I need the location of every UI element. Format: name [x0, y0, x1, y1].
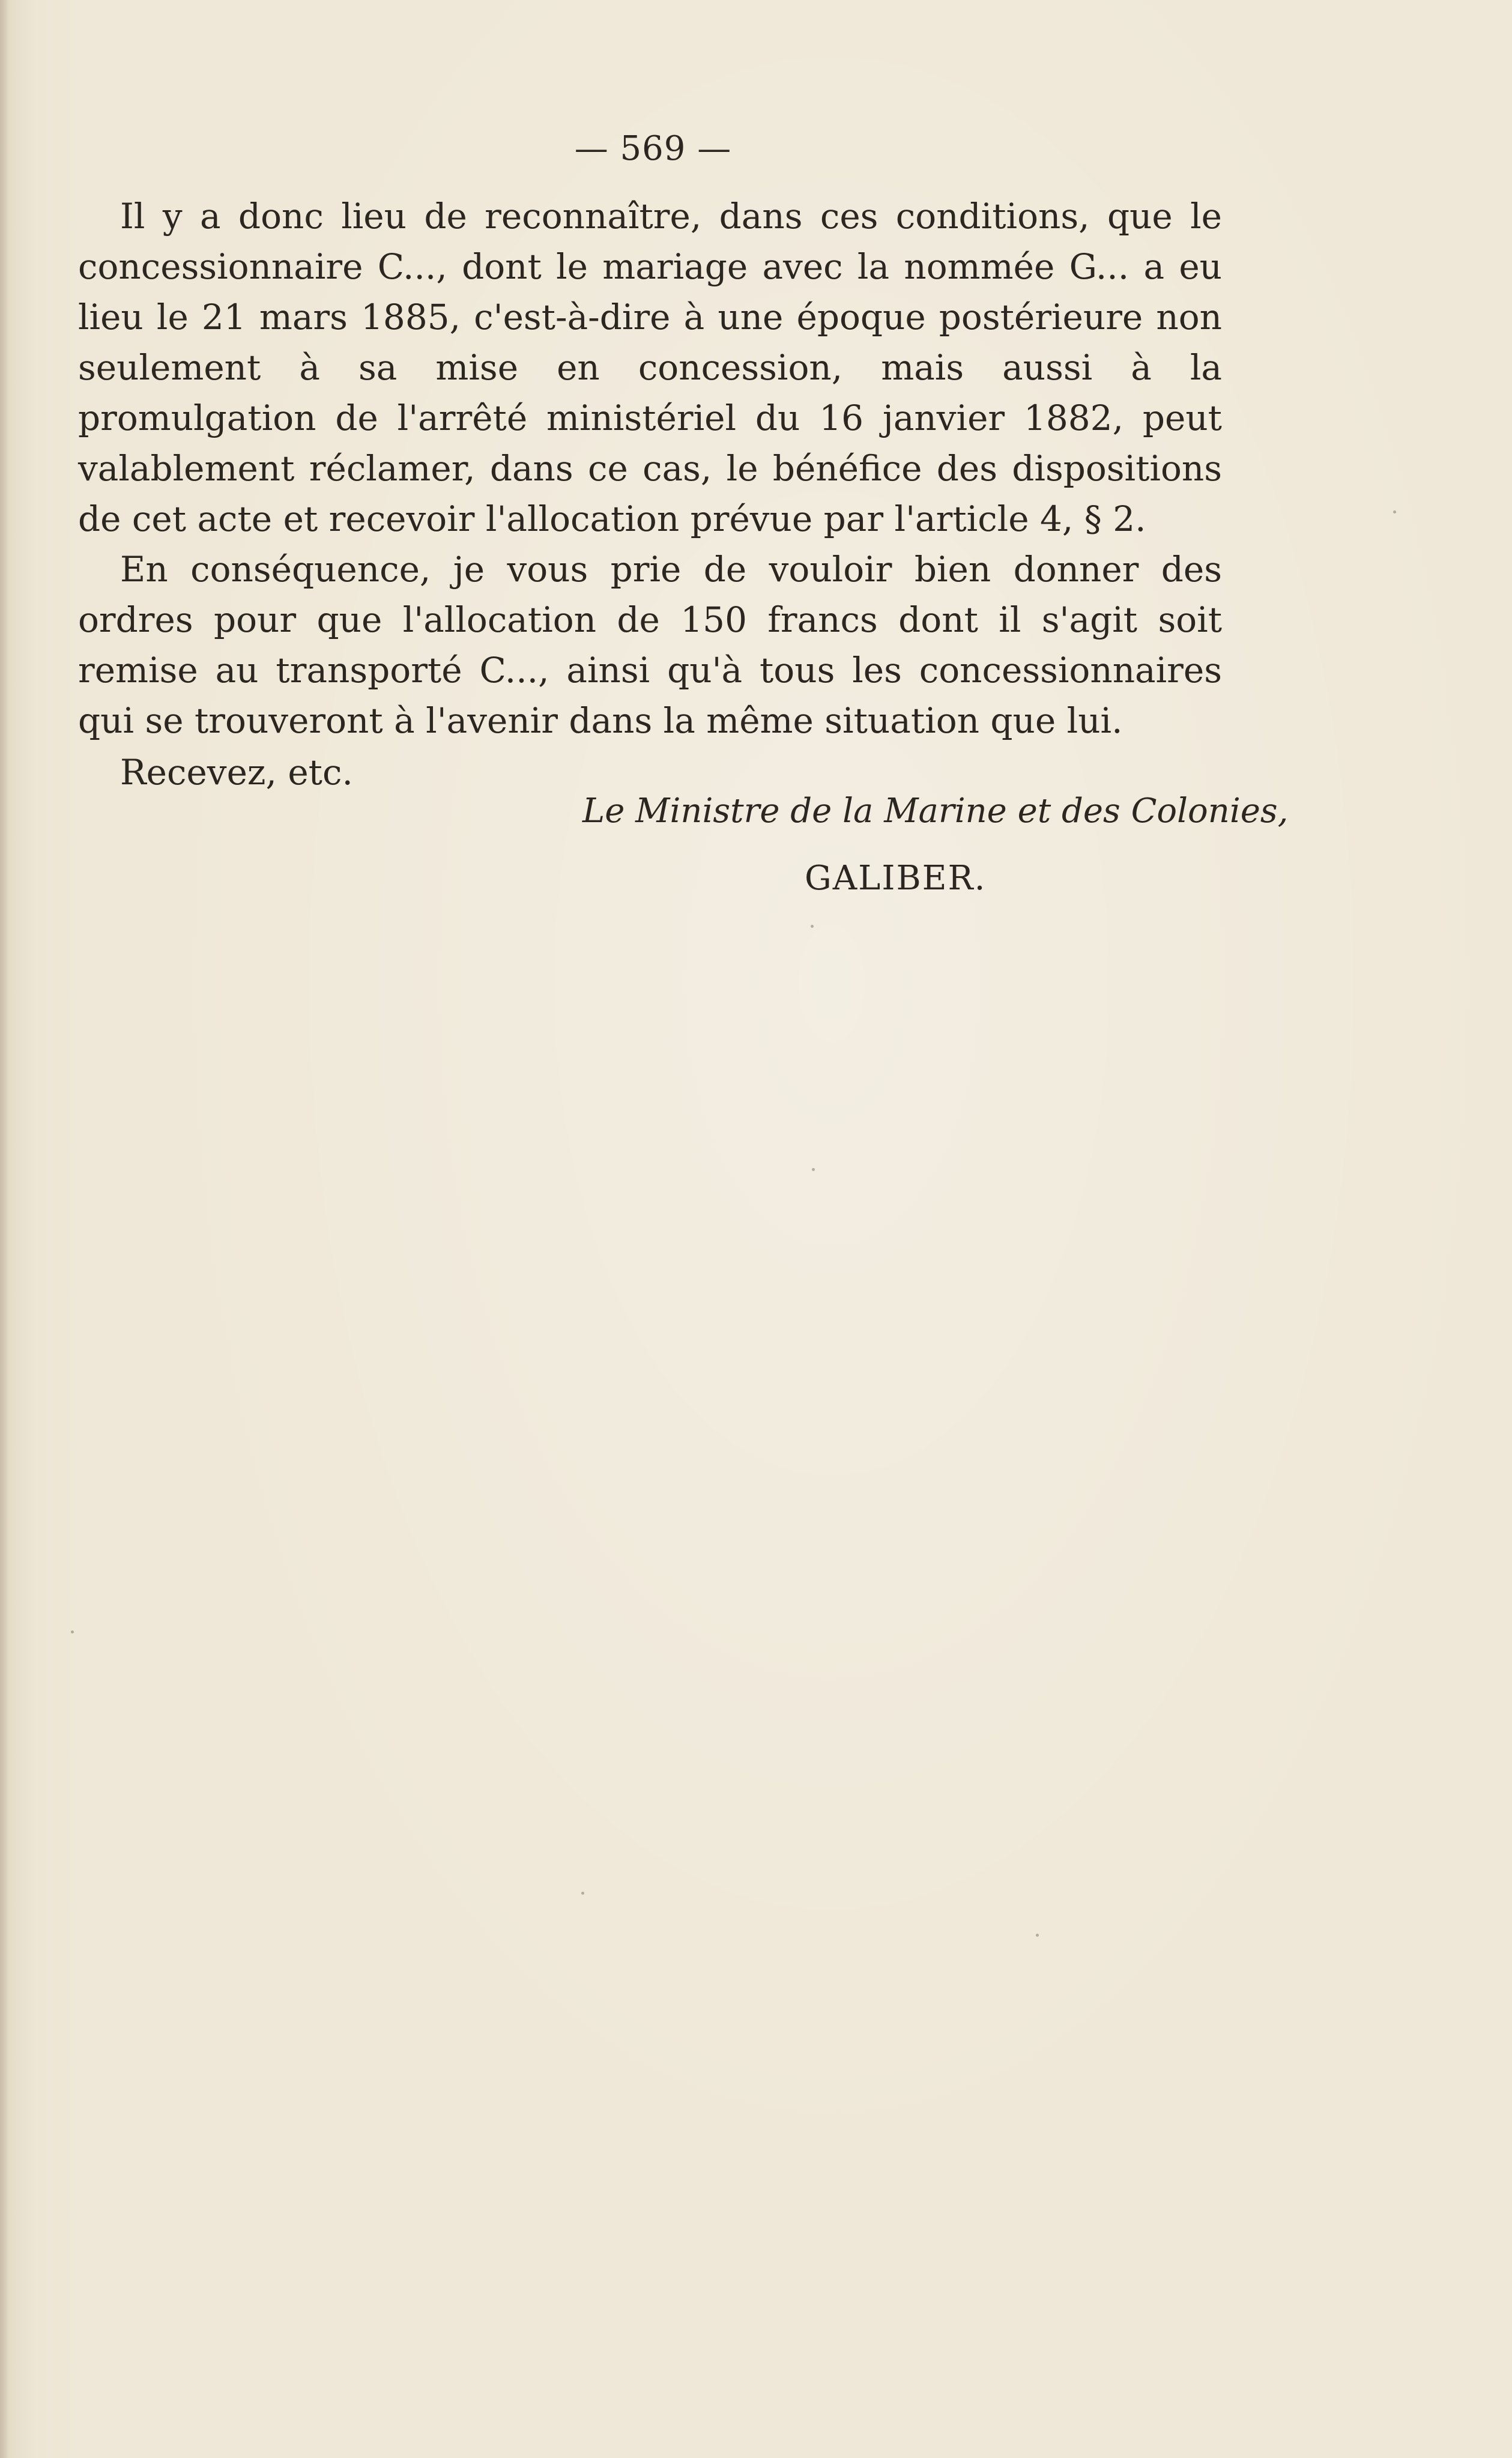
signature-title: Le Ministre de la Marine et des Colonies, — [582, 792, 1289, 831]
paper-speck — [71, 1630, 74, 1633]
paper-speck — [581, 1892, 584, 1895]
letter-body — [78, 191, 1222, 798]
paper-speck — [812, 1168, 815, 1171]
page-number: — 569 — — [574, 129, 732, 168]
paragraph-1: Il y a donc lieu de reconnaître, dans ces conditions, que le concessionnaire C..., dont le mariage avec la nommée G... a eu lieu le 21 mars 1885, c'est-à-dire à une époque postérieure non seulement à sa mise en concession, mais aussi à la promulgation de l'arrêté ministériel du 16 janvier 1882, peut valablement réclamer, dans ce cas, le bénéfice des dispositions de cet acte et recevoir l'allocation prévue par l'article 4, § 2. — [78, 196, 1222, 539]
paper-speck — [1036, 1934, 1039, 1937]
page-binding-edge — [0, 0, 8, 2458]
signature-name: GALIBER. — [805, 859, 987, 898]
closing-formula: Recevez, etc. — [120, 752, 353, 793]
paper-speck — [811, 925, 814, 928]
paragraph-2: En conséquence, je vous prie de vouloir bien donner des ordres pour que l'allocation de 150 francs dont il s'agit soit remise au transporté C..., ainsi qu'à tous les concessionnaires qui se trouveront à l'avenir dans la même situation que lui. — [78, 549, 1222, 741]
paper-speck — [1393, 510, 1396, 513]
